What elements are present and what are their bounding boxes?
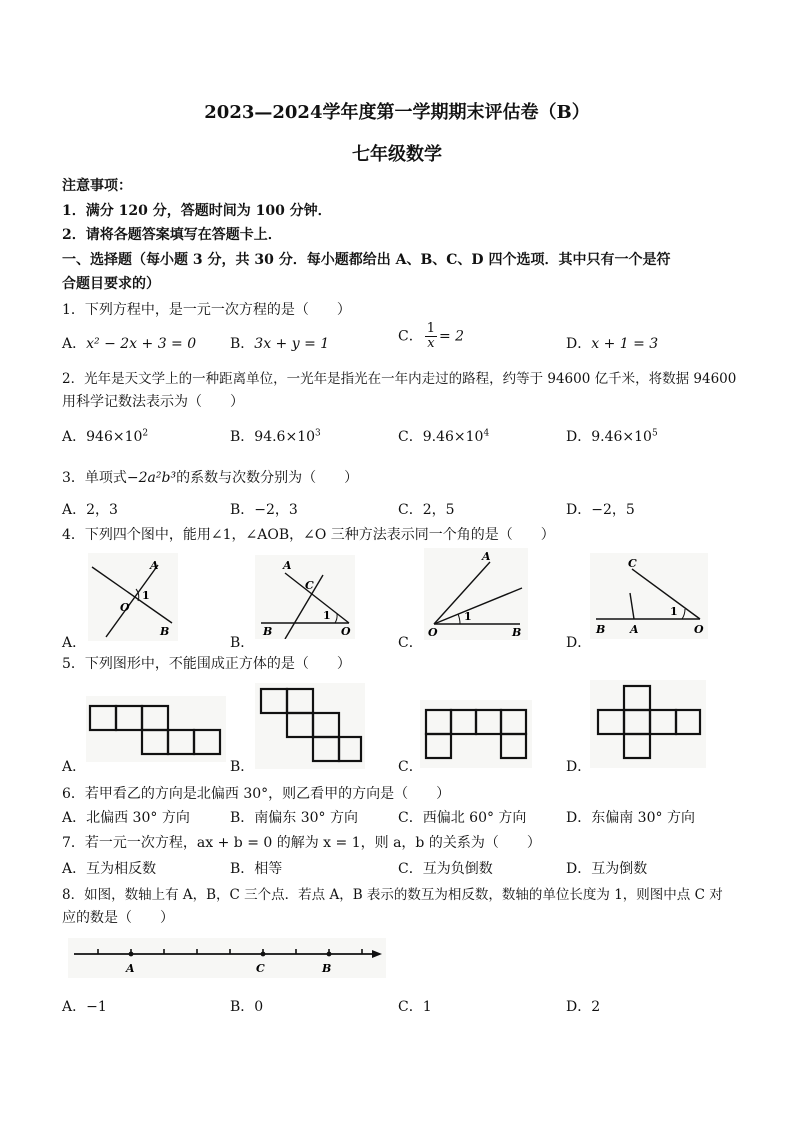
label-A: A bbox=[482, 550, 491, 563]
notes-item-2: 2．请将各题答案填写在答题卡上． bbox=[62, 227, 282, 243]
q4-stem: 4．下列四个图中，能用∠1，∠AOB，∠O 三种方法表示同一个角的是（ ） bbox=[62, 527, 555, 543]
q1-option-c bbox=[398, 322, 464, 351]
label-1: 1 bbox=[323, 609, 331, 622]
q6-option-a: A．北偏西 30° 方向 bbox=[62, 810, 190, 826]
notes-heading: 注意事项： bbox=[62, 178, 132, 194]
q2-option-c-base: 9.46×10 bbox=[422, 429, 484, 445]
q4-option-d: D． bbox=[566, 635, 592, 651]
axis-label-C: C bbox=[256, 962, 265, 975]
q5-option-d: D． bbox=[566, 759, 592, 775]
exam-subtitle: 七年级数学 bbox=[352, 144, 442, 165]
q3-stem-post: 的系数与次数分别为（ ） bbox=[176, 470, 359, 486]
q2-option-c-label: C． bbox=[398, 429, 423, 445]
q2-option-a-exp: 2 bbox=[142, 428, 149, 439]
q1-option-b-label: B． bbox=[230, 336, 255, 352]
q6-stem: 6．若甲看乙的方向是北偏西 30°，则乙看甲的方向是（ ） bbox=[62, 786, 451, 802]
q4-figure-a bbox=[88, 553, 178, 641]
label-C: C bbox=[628, 557, 637, 570]
label-1: 1 bbox=[464, 610, 472, 623]
q4-figure-b bbox=[255, 555, 355, 639]
q2-option-b-label: B． bbox=[230, 429, 255, 445]
q1-option-c-rest: = 2 bbox=[439, 328, 465, 345]
q2-option-c-exp: 4 bbox=[483, 428, 490, 439]
label-O: O bbox=[428, 626, 438, 639]
q3-stem-monomial: −2a²b³ bbox=[126, 470, 177, 486]
label-O: O bbox=[694, 623, 704, 636]
q2-option-d-base: 9.46×10 bbox=[591, 429, 652, 445]
q1-option-a-label: A． bbox=[62, 336, 87, 352]
label-1: 1 bbox=[670, 605, 678, 618]
q5-net-c bbox=[420, 700, 532, 768]
fraction-denominator: x bbox=[427, 336, 435, 351]
label-B: B bbox=[263, 625, 273, 638]
q2-option-d-label: D． bbox=[566, 429, 592, 445]
q5-option-a: A． bbox=[62, 759, 87, 775]
q5-net-d bbox=[590, 680, 706, 768]
q2-option-a bbox=[62, 426, 148, 446]
section-1-instructions: 一、选择题（每小题 3 分，共 30 分．每小题都给出 A、B、C、D 四个选项．其中只有一个是符 bbox=[62, 252, 671, 268]
q2-option-a-label: A． bbox=[62, 429, 87, 445]
q5-stem: 5．下列图形中，不能围成正方体的是（ ） bbox=[62, 656, 351, 672]
q8-number-line bbox=[68, 938, 386, 978]
q8-stem-line-1: 8．如图，数轴上有 A，B，C 三个点．若点 A，B 表示的数互为相反数，数轴的单位长度为 1，则图中点 C 对 bbox=[62, 887, 723, 903]
q8-option-b: B．0 bbox=[230, 999, 264, 1015]
q1-option-b bbox=[230, 333, 329, 353]
q4-option-a: A． bbox=[62, 635, 87, 651]
notes-item-1: 1．满分 120 分，答题时间为 100 分钟． bbox=[62, 203, 332, 219]
label-C: C bbox=[305, 579, 314, 592]
q4-figure-c bbox=[424, 548, 528, 640]
label-A: A bbox=[630, 623, 639, 636]
q1-option-c-label: C． bbox=[398, 328, 423, 345]
label-1: 1 bbox=[142, 589, 150, 602]
q3-option-c: C．2，5 bbox=[398, 502, 455, 518]
label-B: B bbox=[160, 625, 170, 638]
q6-option-b: B．南偏东 30° 方向 bbox=[230, 810, 359, 826]
q1-stem: 1．下列方程中，是一元一次方程的是（ ） bbox=[62, 302, 351, 318]
q2-stem-line-2: 用科学记数法表示为（ ） bbox=[62, 394, 244, 410]
q3-stem-pre: 3．单项式 bbox=[62, 470, 127, 486]
q8-stem-line-2: 应的数是（ ） bbox=[62, 910, 174, 926]
q2-option-a-base: 946×10 bbox=[86, 429, 143, 445]
q1-option-b-expr: 3x + y = 1 bbox=[254, 336, 330, 352]
q1-option-a bbox=[62, 333, 196, 353]
exam-title: 2023—2024学年度第一学期期末评估卷（B） bbox=[204, 102, 590, 123]
q7-option-b: B．相等 bbox=[230, 861, 283, 877]
fraction-numerator: 1 bbox=[426, 321, 435, 336]
q7-option-a: A．互为相反数 bbox=[62, 861, 157, 877]
q1-option-d-label: D． bbox=[566, 336, 592, 352]
label-B: B bbox=[596, 623, 606, 636]
section-1-instructions-cont: 合题目要求的） bbox=[62, 276, 160, 292]
label-O: O bbox=[120, 601, 130, 614]
q1-option-a-expr: x² − 2x + 3 = 0 bbox=[86, 336, 197, 352]
q3-option-d: D．−2，5 bbox=[566, 502, 635, 518]
q3-option-a: A．2，3 bbox=[62, 502, 118, 518]
q2-option-b-base: 94.6×10 bbox=[254, 429, 316, 445]
q1-option-d bbox=[566, 333, 658, 353]
q1-option-d-expr: x + 1 = 3 bbox=[591, 336, 659, 352]
axis-label-A: A bbox=[126, 962, 135, 975]
label-O: O bbox=[341, 625, 351, 638]
q2-option-c bbox=[398, 426, 489, 446]
q6-option-c: C．西偏北 60° 方向 bbox=[398, 810, 527, 826]
q4-figure-d bbox=[590, 553, 708, 639]
q4-option-b: B． bbox=[230, 635, 255, 651]
q6-option-d: D．东偏南 30° 方向 bbox=[566, 810, 695, 826]
q2-option-b-exp: 3 bbox=[315, 428, 321, 439]
q1-option-c-fraction bbox=[425, 322, 437, 351]
label-A: A bbox=[283, 559, 292, 572]
q5-option-c: C． bbox=[398, 759, 423, 775]
q5-net-a bbox=[86, 696, 226, 762]
q2-option-d bbox=[566, 426, 658, 446]
q7-option-c: C．互为负倒数 bbox=[398, 861, 493, 877]
q7-option-d: D．互为倒数 bbox=[566, 861, 648, 877]
q4-option-c: C． bbox=[398, 635, 423, 651]
q5-option-b: B． bbox=[230, 759, 255, 775]
q8-option-c: C．1 bbox=[398, 999, 432, 1015]
q8-option-a: A．−1 bbox=[62, 999, 107, 1015]
q5-net-b bbox=[255, 683, 365, 769]
q2-stem-line-1: 2．光年是天文学上的一种距离单位，一光年是指光在一年内走过的路程，约等于 94600 亿千米，将数据 94600 bbox=[62, 371, 737, 387]
label-B: B bbox=[512, 626, 522, 639]
axis-label-B: B bbox=[322, 962, 332, 975]
label-A: A bbox=[150, 559, 159, 572]
q2-option-b bbox=[230, 426, 321, 446]
q2-option-d-exp: 5 bbox=[651, 428, 658, 439]
q7-stem: 7．若一元一次方程，ax + b = 0 的解为 x = 1，则 a，b 的关系为（ ） bbox=[62, 835, 541, 851]
q8-option-d: D．2 bbox=[566, 999, 601, 1015]
q3-option-b: B．−2，3 bbox=[230, 502, 298, 518]
q3-stem bbox=[62, 467, 358, 487]
